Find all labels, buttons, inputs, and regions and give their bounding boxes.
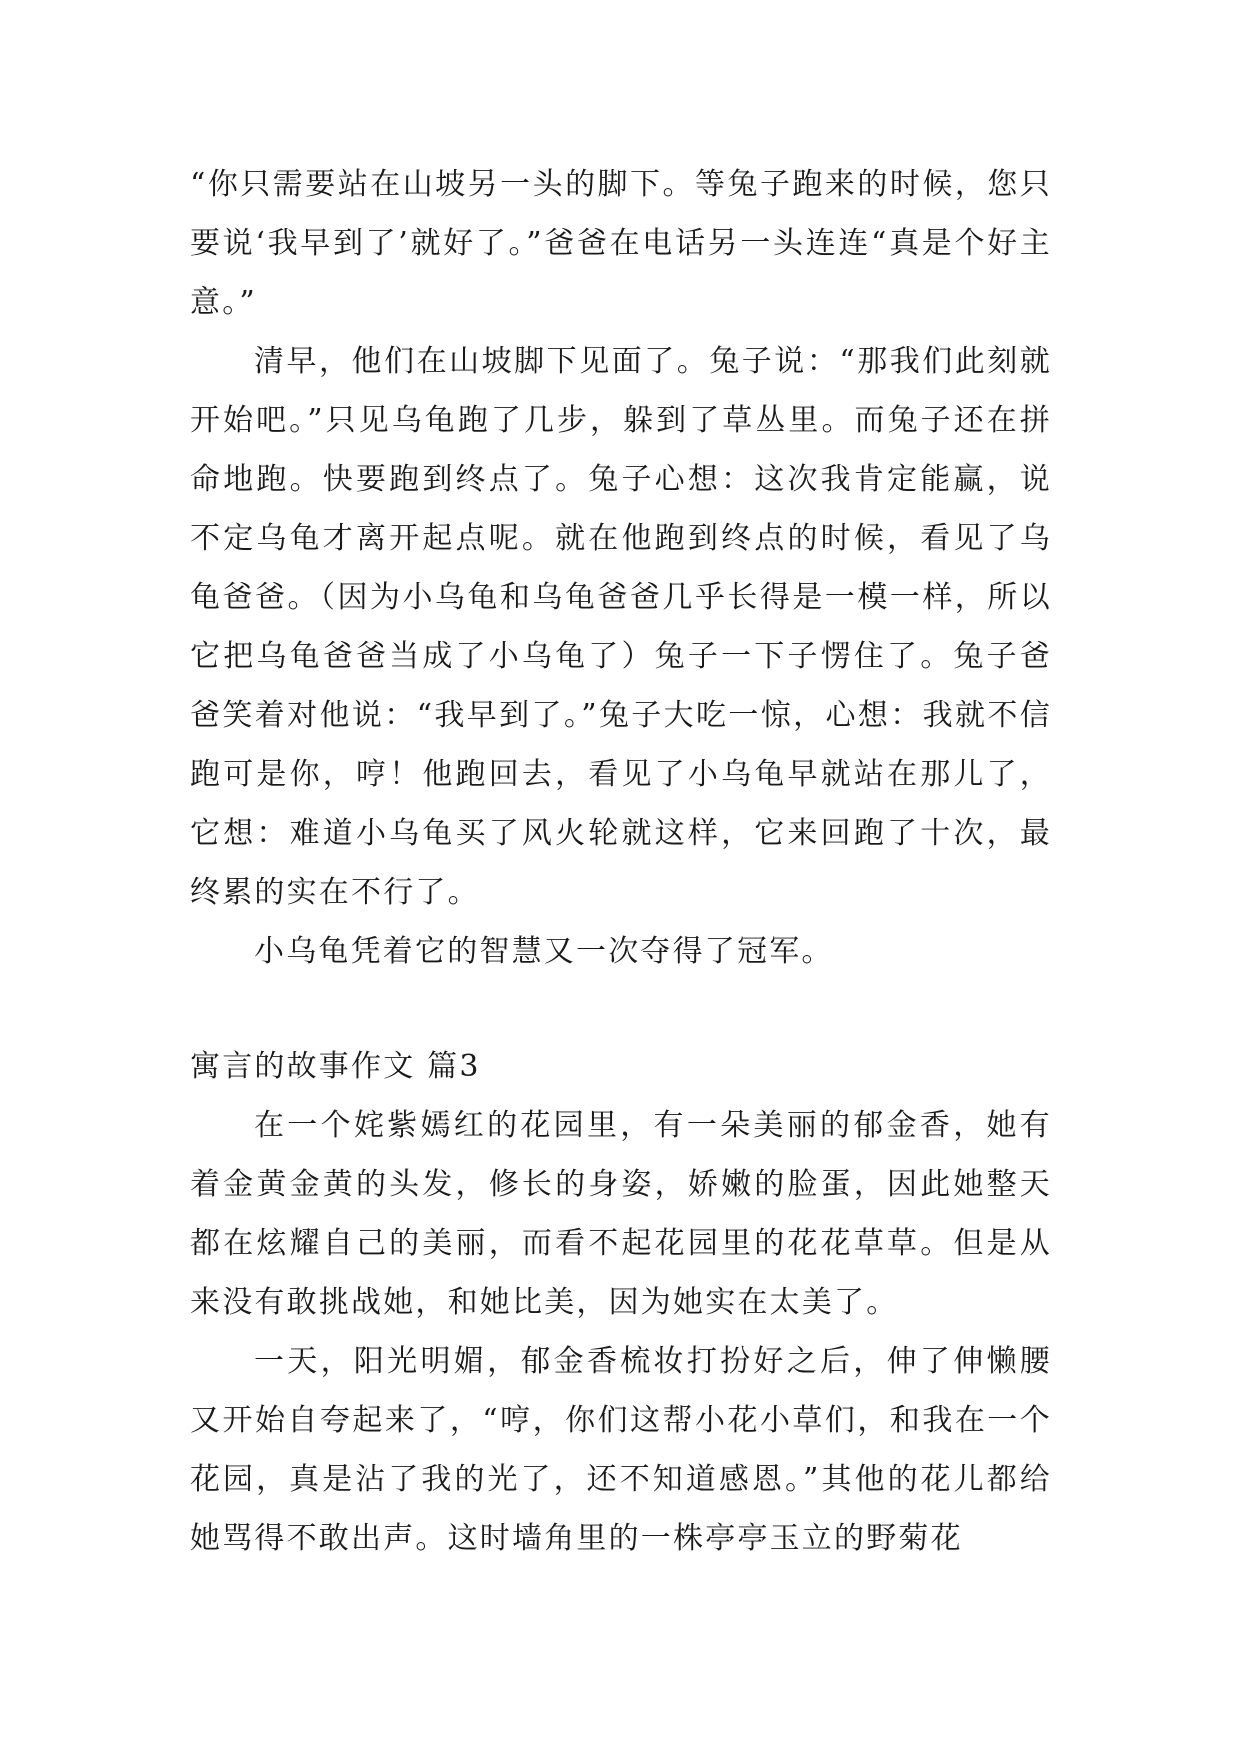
- paragraph-conclusion: 小乌龟凭着它的智慧又一次夺得了冠军。: [254, 934, 834, 969]
- paragraph-tulip-intro: 在一个姹紫嫣红的花园里，有一朵美丽的郁金香，她有着金黄金黄的头发，修长的身姿，娇嫩的脸蛋，因此她整天都在炫耀自己的美丽，而看不起花园里的花花草草。但是从来没有敢挑战她，和她比美，因为她实在太美了。: [190, 1108, 1052, 1320]
- document-page: [190, 155, 1052, 1568]
- paragraph-phone-call: “你只需要站在山坡另一头的脚下。等兔子跑来的时候，您只要说‘我早到了’就好了。”爸爸在电话另一头连连“真是个好主意。”: [190, 167, 1052, 320]
- paragraph-race: 清早，他们在山坡脚下见面了。兔子说：“那我们此刻就开始吧。”只见乌龟跑了几步，躲到了草丛里。而兔子还在拼命地跑。快要跑到终点了。兔子心想：这次我肯定能赢，说不定乌龟才离开起点呢。就在他跑到终点的时候，看见了乌龟爸爸。（因为小乌龟和乌龟爸爸几乎长得是一模一样，所以它把乌龟爸爸当成了小乌龟了）兔子一下子愣住了。兔子爸爸笑着对他说：“我早到了。”兔子大吃一惊，心想：我就不信跑可是你，哼！他跑回去，看见了小乌龟早就站在那儿了，它想：难道小乌龟买了风火轮就这样，它来回跑了十次，最终累的实在不行了。: [190, 344, 1052, 910]
- section-spacer: [190, 981, 1052, 1037]
- paragraph-tulip-boast: 一天，阳光明媚，郁金香梳妆打扮好之后，伸了伸懒腰又开始自夸起来了，“哼，你们这帮小花小草们，和我在一个花园，真是沾了我的光了，还不知道感恩。”其他的花儿都给她骂得不敢出声。这时墙角里的一株亭亭玉立的野菊花: [190, 1344, 1052, 1556]
- section-heading: 寓言的故事作文 篇3: [190, 1049, 481, 1084]
